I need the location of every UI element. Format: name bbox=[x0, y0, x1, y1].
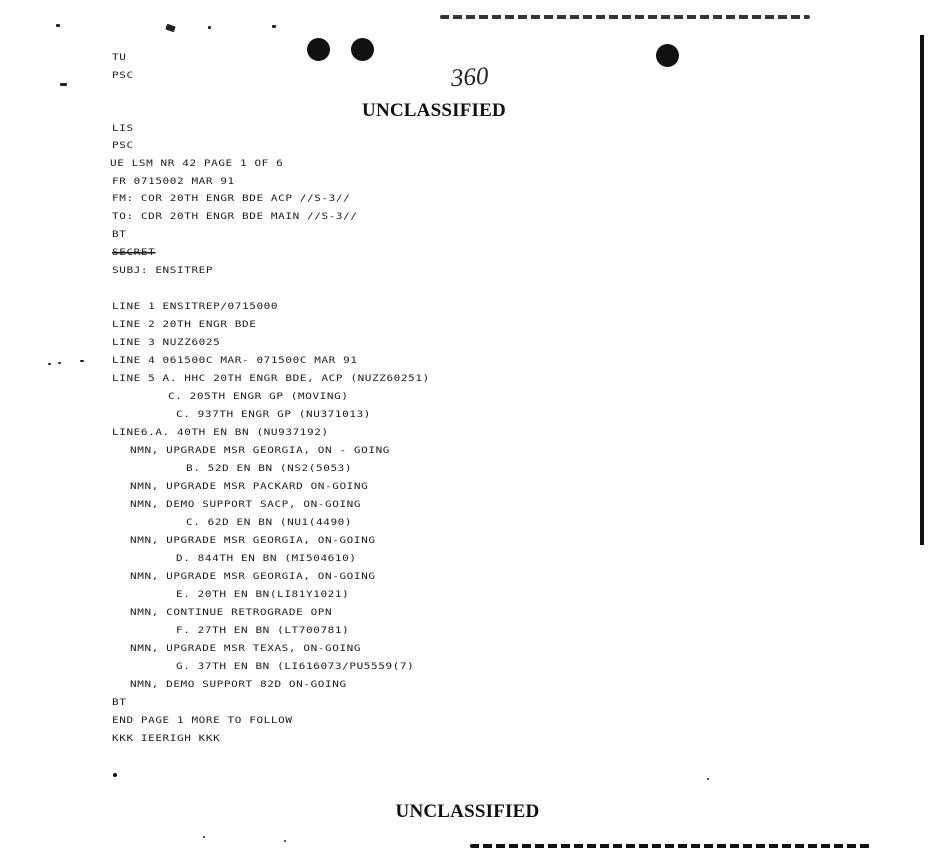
message-header-line: TU bbox=[112, 52, 127, 63]
message-body-line: LINE 2 20TH ENGR BDE bbox=[112, 319, 257, 330]
classification-top: UNCLASSIFIED bbox=[362, 100, 506, 121]
message-classification-struck: SECRET bbox=[112, 247, 156, 258]
message-body-line: NMN, UPGRADE MSR PACKARD ON-GOING bbox=[130, 481, 369, 492]
bullet-mark bbox=[113, 773, 117, 777]
punch-hole-center bbox=[351, 38, 374, 61]
message-body-line: NMN, CONTINUE RETROGRADE OPN bbox=[130, 607, 333, 618]
scan-speck bbox=[208, 26, 211, 29]
scan-speck bbox=[272, 25, 276, 28]
message-body-line: B. 52D EN BN (NS2(5053) bbox=[186, 463, 353, 474]
message-body-line: C. 62D EN BN (NU1(4490) bbox=[186, 517, 353, 528]
scan-speck bbox=[56, 24, 60, 27]
message-body-line: G. 37TH EN BN (LI616073/PU5559(7) bbox=[176, 661, 415, 672]
message-body-line: NMN, UPGRADE MSR TEXAS, ON-GOING bbox=[130, 643, 362, 654]
message-body-line: LINE 1 ENSITREP/0715000 bbox=[112, 301, 279, 312]
classification-bottom: UNCLASSIFIED bbox=[395, 801, 540, 822]
scan-speck bbox=[165, 24, 176, 33]
message-body-line: NMN, UPGRADE MSR GEORGIA, ON-GOING bbox=[130, 571, 376, 582]
message-header-line: BT bbox=[112, 229, 127, 240]
scan-speck bbox=[48, 363, 51, 365]
message-header-line: PSC bbox=[112, 140, 134, 151]
scan-speck bbox=[58, 362, 61, 364]
message-body-line: LINE6.A. 40TH EN BN (NU937192) bbox=[112, 427, 329, 438]
message-header-line: LIS bbox=[112, 123, 134, 134]
message-body-line: KKK IEERIGH KKK bbox=[112, 733, 221, 744]
message-body-line: END PAGE 1 MORE TO FOLLOW bbox=[112, 715, 293, 726]
scan-streak-top bbox=[440, 15, 810, 19]
message-body-line: LINE 3 NUZZ6025 bbox=[112, 337, 221, 348]
message-body-line: NMN, DEMO SUPPORT 82D ON-GOING bbox=[130, 679, 347, 690]
punch-hole-left bbox=[307, 38, 330, 61]
message-body-line: C. 205TH ENGR GP (MOVING) bbox=[168, 391, 349, 402]
message-body-line: E. 20TH EN BN(LI81Y1021) bbox=[176, 589, 350, 600]
message-header-line: FR 0715002 MAR 91 bbox=[112, 176, 235, 187]
message-body-line: NMN, DEMO SUPPORT SACP, ON-GOING bbox=[130, 499, 362, 510]
message-header-line: TO: CDR 20TH ENGR BDE MAIN //S-3// bbox=[112, 211, 358, 222]
scan-speck bbox=[203, 836, 205, 838]
scan-speck bbox=[80, 360, 84, 362]
scan-streak-bottom bbox=[470, 844, 870, 848]
message-body-line: BT bbox=[112, 697, 127, 708]
message-header-line: UE LSM NR 42 PAGE 1 OF 6 bbox=[110, 158, 284, 169]
document-number: 360 bbox=[450, 62, 490, 93]
message-body-line: F. 27TH EN BN (LT700781) bbox=[176, 625, 350, 636]
message-body-line: NMN, UPGRADE MSR GEORGIA, ON - GOING bbox=[130, 445, 391, 456]
binding-edge-line bbox=[920, 35, 924, 545]
punch-hole-right bbox=[656, 44, 679, 67]
message-body-line: C. 937TH ENGR GP (NU371013) bbox=[176, 409, 372, 420]
message-body-line: NMN, UPGRADE MSR GEORGIA, ON-GOING bbox=[130, 535, 376, 546]
message-body-line: LINE 4 061500C MAR- 071500C MAR 91 bbox=[112, 355, 358, 366]
message-body-line: LINE 5 A. HHC 20TH ENGR BDE, ACP (NUZZ60251) bbox=[112, 373, 430, 384]
scan-speck bbox=[707, 778, 709, 780]
scan-speck bbox=[284, 840, 286, 842]
message-subject: SUBJ: ENSITREP bbox=[112, 265, 214, 276]
message-header-line: PSC bbox=[112, 70, 134, 81]
message-body-line: D. 844TH EN BN (MI504610) bbox=[176, 553, 357, 564]
message-header-line: FM: COR 20TH ENGR BDE ACP //S-3// bbox=[112, 193, 351, 204]
scan-speck bbox=[60, 83, 67, 86]
